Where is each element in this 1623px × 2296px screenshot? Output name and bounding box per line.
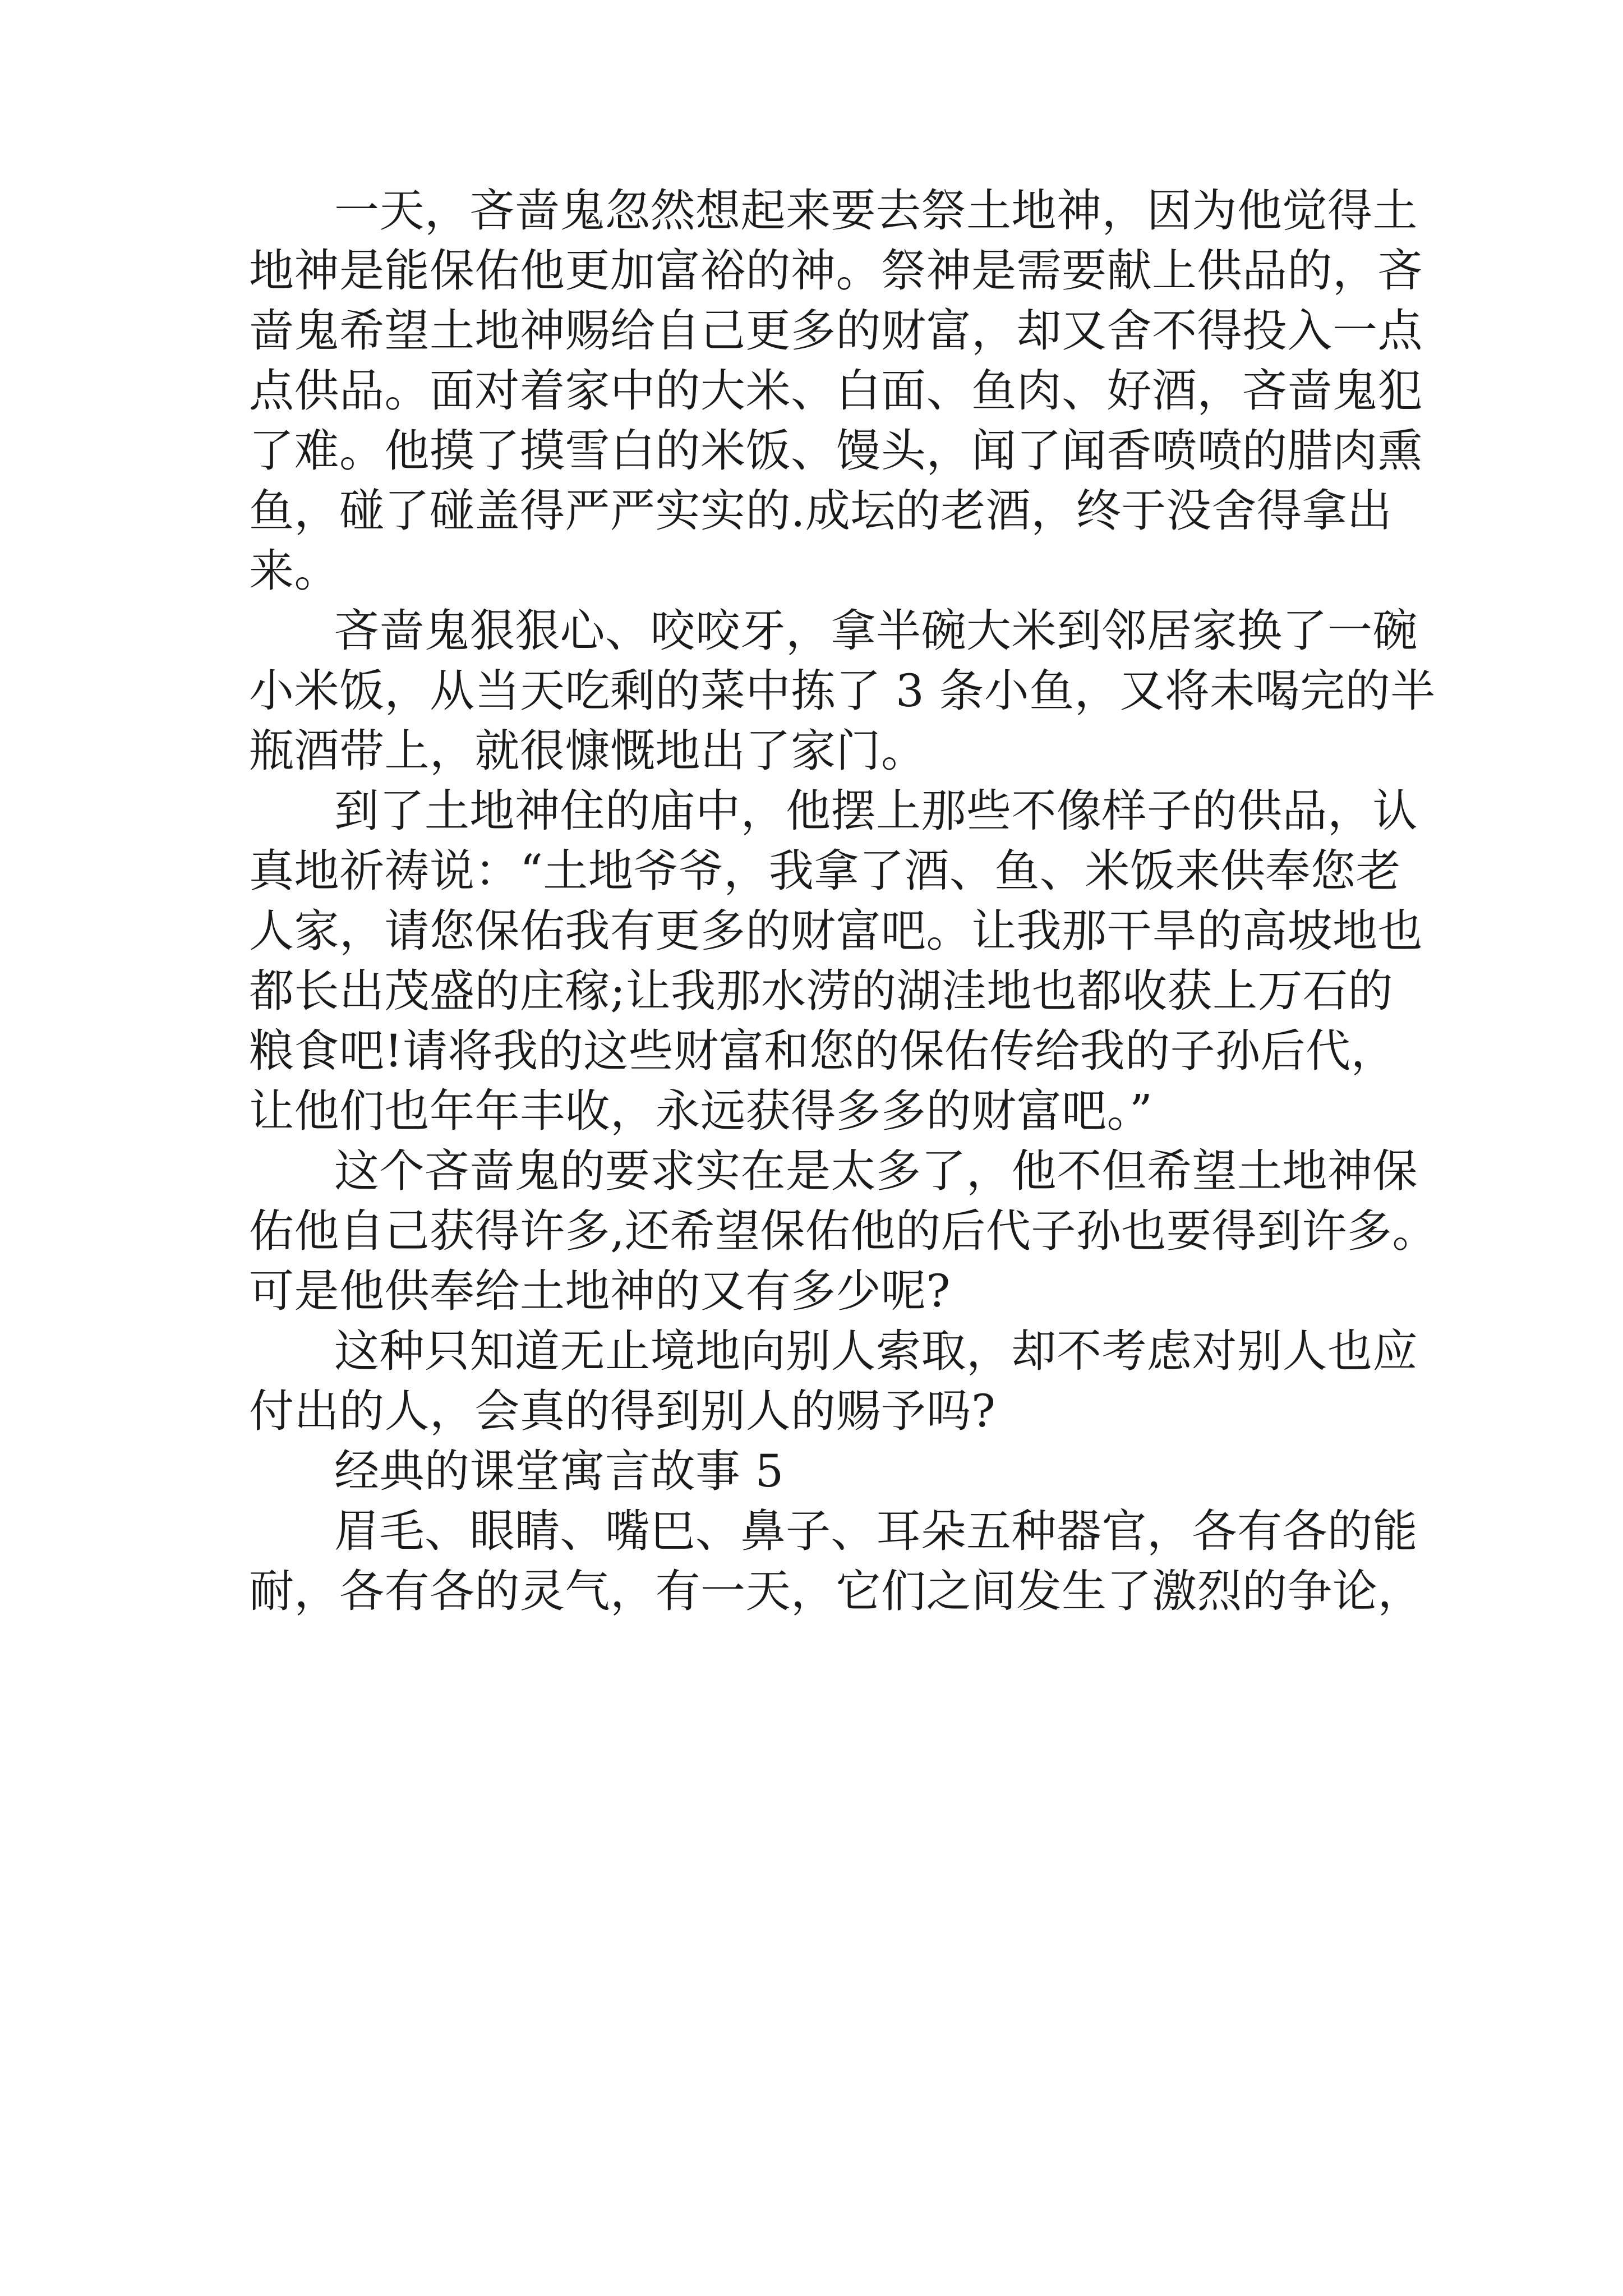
text-line: 一天，吝啬鬼忽然想起来要去祭土地神，因为他觉得土 [334,185,1418,237]
text-line: 粮食吧!请将我的这些财富和您的保佑传给我的子孙后代， [249,1025,1396,1077]
text-line: 佑他自己获得许多,还希望保佑他的后代子孙也要得到许多。 [249,1205,1437,1257]
text-line: 瓶酒带上，就很慷慨地出了家门。 [249,725,926,777]
text-line: 这种只知道无止境地向别人索取，却不考虑对别人也应 [334,1325,1418,1377]
paragraph [249,781,1423,1141]
text-line: 点供品。面对着家中的大米、白面、鱼肉、好酒，吝啬鬼犯 [249,365,1423,417]
text-line: 了难。他摸了摸雪白的米饭、馒头，闻了闻香喷喷的腊肉熏 [249,425,1423,477]
paragraph [249,1141,1437,1321]
paragraph [249,1321,1418,1441]
text-line: 可是他供奉给土地神的又有多少呢? [249,1265,951,1317]
text-line: 人家，请您保佑我有更多的财富吧。让我那干旱的高坡地也 [249,905,1423,957]
text-line: 鱼，碰了碰盖得严严实实的.成坛的老酒，终于没舍得拿出 [249,485,1393,537]
text-line: 耐，各有各的灵气，有一天，它们之间发生了激烈的争论， [249,1565,1423,1617]
text-line: 都长出茂盛的庄稼;让我那水涝的湖洼地也都收获上万石的 [249,965,1393,1017]
text-line: 经典的课堂寓言故事 5 [334,1445,784,1497]
text-line: 到了土地神住的庙中，他摆上那些不像样子的供品，认 [334,785,1418,837]
paragraph [249,601,1436,781]
section-heading [249,1441,1393,1501]
text-line: 吝啬鬼狠狠心、咬咬牙，拿半碗大米到邻居家换了一碗 [334,605,1418,657]
text-line: 来。 [249,545,339,597]
text-line: 小米饭，从当天吃剩的菜中拣了 3 条小鱼，又将未喝完的半 [249,665,1436,717]
text-line: 眉毛、眼睛、嘴巴、鼻子、耳朵五种器官，各有各的能 [334,1505,1418,1557]
paragraph [249,181,1423,601]
text-line: 这个吝啬鬼的要求实在是太多了，他不但希望土地神保 [334,1145,1418,1197]
text-line: 真地祈祷说：“土地爷爷，我拿了酒、鱼、米饭来供奉您老 [249,845,1401,897]
text-line: 地神是能保佑他更加富裕的神。祭神是需要献上供品的，吝 [249,245,1423,297]
text-line: 啬鬼希望土地神赐给自己更多的财富，却又舍不得投入一点 [249,305,1423,357]
body-text [249,181,1437,1621]
text-line: 让他们也年年丰收，永远获得多多的财富吧。” [249,1085,1153,1137]
paragraph [249,1501,1423,1621]
text-line: 付出的人，会真的得到别人的赐予吗? [249,1385,996,1437]
